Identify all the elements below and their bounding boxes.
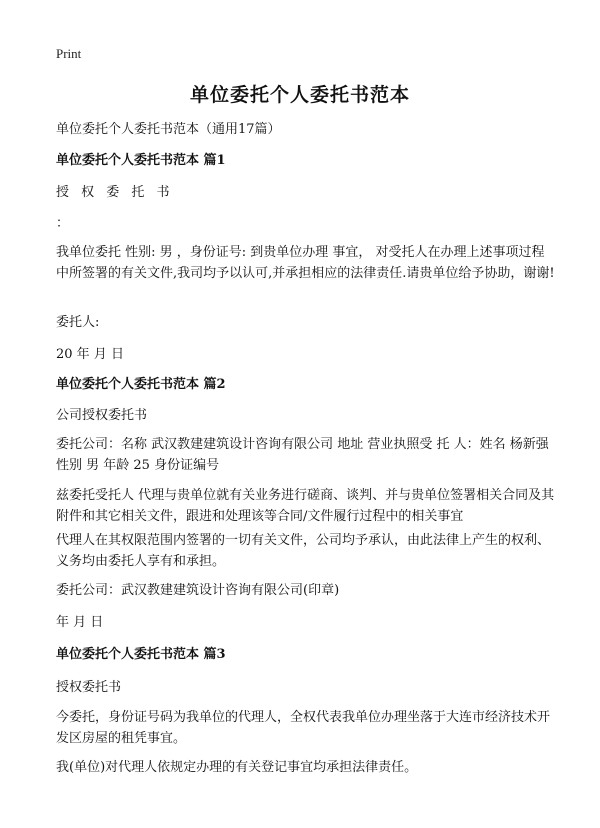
section-3-body: 今委托，身份证号码为我单位的代理人，全权代表我单位办理坐落于大连市经济技术开发区房屋的租凭事宜。: [56, 710, 551, 746]
section-3-doc-title: 授权委托书: [56, 680, 122, 695]
section-2-doc-title: 公司授权委托书: [56, 408, 148, 423]
section-heading-3: 单位委托个人委托书范本 篇3: [56, 647, 226, 662]
section-2-company-info: 委托公司：名称 武汉教建建筑设计咨询有限公司 地址 营业执照受 托 人：姓名 杨新强 性别 男 年龄 25 身份证编号: [56, 437, 549, 473]
section-1-addressee: ：: [56, 216, 70, 231]
section-1-doc-title: 授 权 委 托 书: [56, 185, 174, 200]
document-title: 单位委托个人委托书范本: [189, 84, 410, 106]
section-heading-2: 单位委托个人委托书范本 篇2: [56, 377, 226, 392]
print-label: Print: [56, 46, 82, 61]
section-1-body: 我单位委托 性别: 男 ，身份证号: 到贵单位办理 事宜， 对受托人在办理上述事项过程中所签署的有关文件,我司均予以认可,并承担相应的法律责任.请贵单位给予协助，谢谢!: [56, 245, 555, 281]
section-3-liability: 我(单位)对代理人依规定办理的有关登记事宜均承担法律责任。: [56, 760, 418, 775]
section-2-date: 年 月 日: [56, 615, 104, 630]
section-1-date: 20 年 月 日: [56, 347, 124, 362]
section-2-liability: 代理人在其权限范围内签署的一切有关文件，公司均予承认，由此法律上产生的权利、义务均由委托人享有和承担。: [56, 533, 551, 569]
section-heading-1: 单位委托个人委托书范本 篇1: [56, 153, 226, 168]
section-1-principal: 委托人:: [56, 315, 100, 330]
section-2-authorization: 兹委托受托人 代理与贵单位就有关业务进行磋商、谈判、并与贵单位签署相关合同及其附件和其它相关文件，跟进和处理该等合同/文件履行过程中的相关事宜: [56, 488, 555, 524]
document-subtitle: 单位委托个人委托书范本（通用17篇）: [56, 122, 281, 137]
section-2-company-seal: 委托公司：武汉教建建筑设计咨询有限公司(印章): [56, 583, 340, 598]
